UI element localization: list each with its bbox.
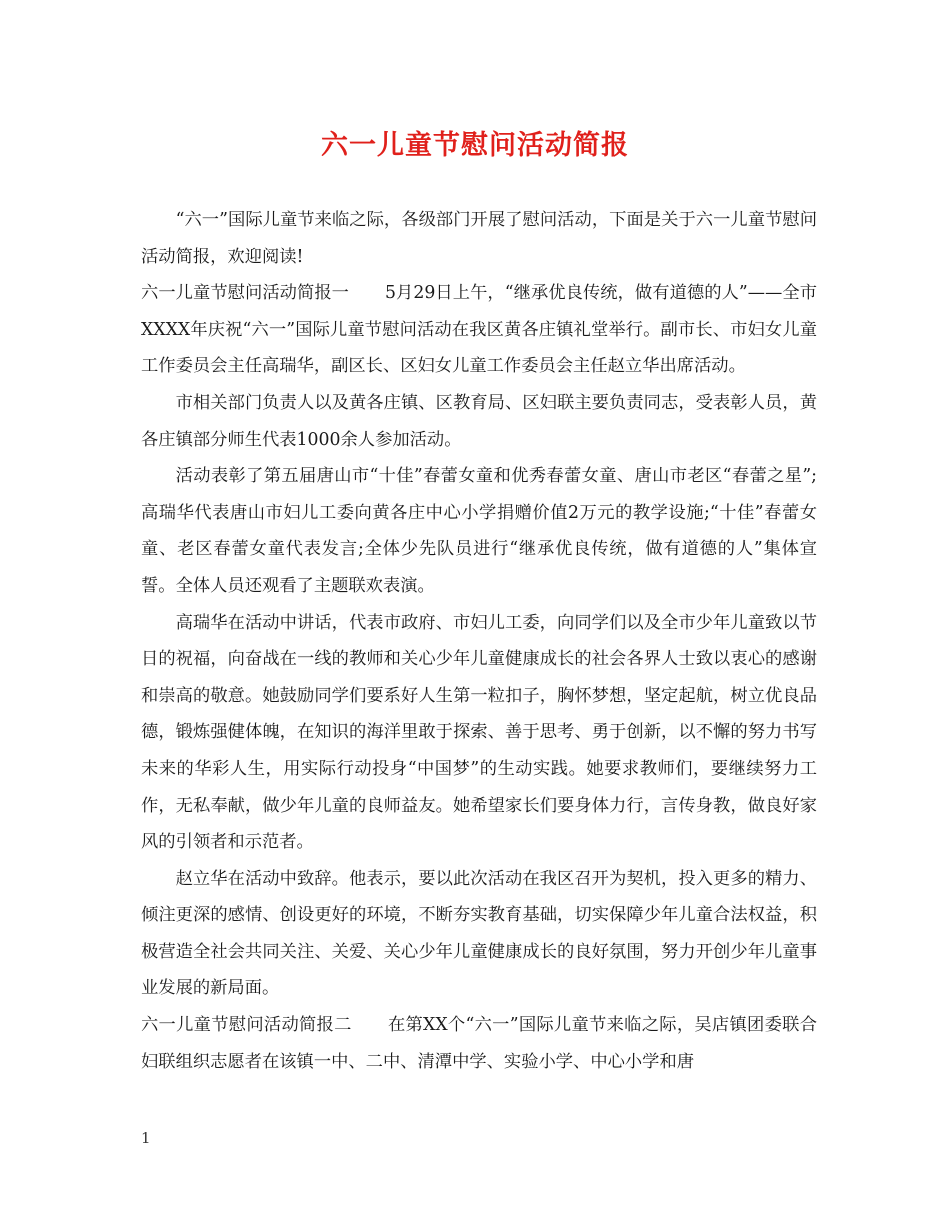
report-1-first-paragraph: [141, 275, 817, 385]
page-number: 1: [141, 1129, 151, 1147]
report-1-paragraph-attendees: 市相关部门负责人以及黄各庄镇、区教育局、区妇联主要负责同志，受表彰人员，黄各庄镇部分师生代表1000余人参加活动。: [141, 392, 817, 450]
document-title: 六一儿童节慰问活动简报: [321, 130, 629, 161]
report-2-first-paragraph-text: 在第XX个“六一”国际儿童节来临之际，吴店镇团委联合妇联组织志愿者在该镇一中、二中、清潭中学、实验小学、中心小学和唐: [141, 1015, 817, 1072]
report-1-paragraph-speech: 高瑞华在活动中讲话，代表市政府、市妇儿工委，向同学们以及全市少年儿童致以节日的祝福，向奋战在一线的教师和关心少年儿童健康成长的社会各界人士致以衷心的感谢和崇高的敬意。她鼓励同学们要系好人生第一粒扣子，胸怀梦想，坚定起航，树立优良品德，锻炼强健体魄，在知识的海洋里敢于探索、善于思考、勇于创新，以不懈的努力书写未来的华彩人生，用实际行动投身“中国梦”的生动实践。她要求教师们，要继续努力工作，无私奉献，做少年儿童的良师益友。她希望家长们要身体力行，言传身教，做良好家风的引领者和示范者。: [141, 612, 817, 853]
report-1-first-paragraph-text: 5月29日上午，“继承优良传统，做有道德的人”——全市XXXX年庆祝“六一”国际儿童节慰问活动在我区黄各庄镇礼堂举行。副市长、市妇女儿童工作委员会主任高瑞华，副区长、区妇女儿童工作委员会主任赵立华出席活动。: [141, 283, 817, 377]
report-2-heading: 六一儿童节慰问活动简报二: [141, 1015, 352, 1036]
report-1-heading: 六一儿童节慰问活动简报一: [141, 283, 349, 304]
report-1-paragraph-awards: 活动表彰了第五届唐山市“十佳”春蕾女童和优秀春蕾女童、唐山市老区“春蕾之星”;高瑞华代表唐山市妇儿工委向黄各庄中心小学捐赠价值2万元的教学设施;“十佳”春蕾女童、老区春蕾女童代表发言;全体少先队员进行“继承优良传统，做有道德的人”集体宣誓。全体人员还观看了主题联欢表演。: [141, 466, 817, 596]
intro-paragraph: “六一”国际儿童节来临之际，各级部门开展了慰问活动，下面是关于六一儿童节慰问活动简报，欢迎阅读!: [141, 210, 817, 267]
document-body: [141, 202, 817, 1080]
report-2-first-paragraph: [141, 1007, 817, 1080]
report-1-paragraph-address: 赵立华在活动中致辞。他表示，要以此次活动在我区召开为契机，投入更多的精力、倾注更深的感情、创设更好的环境，不断夯实教育基础，切实保障少年儿童合法权益，积极营造全社会共同关注、关爱、关心少年儿童健康成长的良好氛围，努力开创少年儿童事业发展的新局面。: [141, 868, 817, 999]
